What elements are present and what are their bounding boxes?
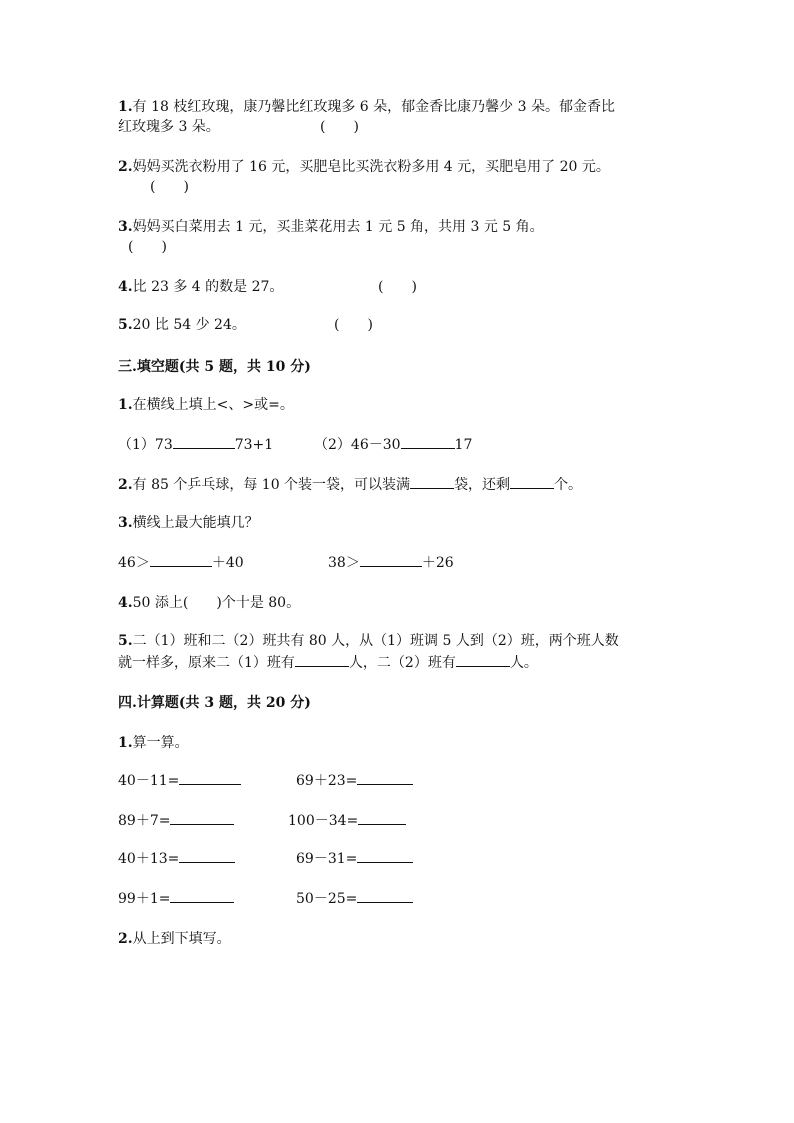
fill-q5-line2: 就一样多，原来二（1）班有 人，二（2）班有 人。 (118, 655, 538, 671)
fill-q1-part1: （1）73 73+1 (118, 437, 274, 453)
calc-answer-blank[interactable] (179, 850, 235, 863)
calc-item: 69＋23= (296, 772, 413, 790)
fill-q1: 1.在横线上填上<、>或=。 (118, 397, 294, 413)
judge-q2-answer[interactable]: ( ) (150, 179, 189, 195)
fill-q1-blank1[interactable] (173, 436, 235, 449)
judge-q2-line1: 2.妈妈买洗衣粉用了 16 元，买肥皂比买洗衣粉多用 4 元，买肥皂用了 20 元。 (118, 159, 610, 175)
calc-item: 69－31= (296, 850, 413, 868)
judge-q1-line2: 红玫瑰多 3 朵。 (118, 119, 220, 135)
judge-q3-line1: 3.妈妈买白菜用去 1 元，买韭菜花用去 1 元 5 角，共用 3 元 5 角。 (118, 219, 544, 235)
fill-q3-blank2[interactable] (360, 554, 422, 567)
fill-q3: 3.横线上最大能填几？ (118, 515, 259, 531)
judge-q1-line1: 1.有 18 枝红玫瑰，康乃馨比红玫瑰多 6 朵，郁金香比康乃馨少 3 朵。郁金香比 (118, 99, 615, 115)
calc-answer-blank[interactable] (357, 850, 413, 863)
fill-q2-blank2[interactable] (510, 476, 554, 489)
fill-q1-part2: （2）46－30 17 (314, 437, 473, 453)
calc-heading: 四.计算题(共 3 题，共 20 分) (118, 695, 311, 711)
judge-q1-answer[interactable]: ( ) (320, 119, 359, 135)
judge-q4-answer[interactable]: ( ) (378, 279, 417, 295)
fill-heading: 三.填空题(共 5 题，共 10 分) (118, 359, 311, 375)
calc-answer-blank[interactable] (357, 772, 413, 785)
judge-q5-answer[interactable]: ( ) (334, 317, 373, 333)
calc-item: 40－11= (118, 772, 241, 790)
calc-answer-blank[interactable] (170, 890, 234, 903)
calc-item: 50－25= (296, 890, 413, 908)
calc-answer-blank[interactable] (358, 812, 406, 825)
fill-q1-blank2[interactable] (401, 436, 455, 449)
calc-q2: 2.从上到下填写。 (118, 931, 231, 947)
fill-q2: 2.有 85 个乒乓球，每 10 个装一袋，可以装满 袋，还剩 个。 (118, 477, 583, 493)
judge-q4-line1: 4.比 23 多 4 的数是 27。 (118, 279, 284, 295)
judge-q5-line1: 5.20 比 54 少 24。 (118, 317, 246, 333)
calc-answer-blank[interactable] (357, 890, 413, 903)
judge-q3-answer[interactable]: ( ) (128, 239, 167, 255)
fill-q3-part2: 38＞ ＋26 (328, 555, 454, 571)
calc-q1: 1.算一算。 (118, 735, 189, 751)
calc-answer-blank[interactable] (170, 812, 234, 825)
fill-q5-line1: 5.二（1）班和二（2）班共有 80 人，从（1）班调 5 人到（2）班，两个班人数 (118, 633, 619, 649)
calc-item: 100－34= (288, 812, 406, 830)
fill-q3-blank1[interactable] (150, 554, 212, 567)
fill-q5-blank2[interactable] (456, 654, 510, 667)
fill-q3-part1: 46＞ ＋40 (118, 555, 244, 571)
calc-item: 99＋1= (118, 890, 234, 908)
fill-q2-blank1[interactable] (410, 476, 454, 489)
calc-item: 40＋13= (118, 850, 235, 868)
calc-item: 89＋7= (118, 812, 234, 830)
fill-q5-blank1[interactable] (295, 654, 349, 667)
calc-answer-blank[interactable] (179, 772, 241, 785)
fill-q4: 4.50 添上( )个十是 80。 (118, 595, 301, 611)
